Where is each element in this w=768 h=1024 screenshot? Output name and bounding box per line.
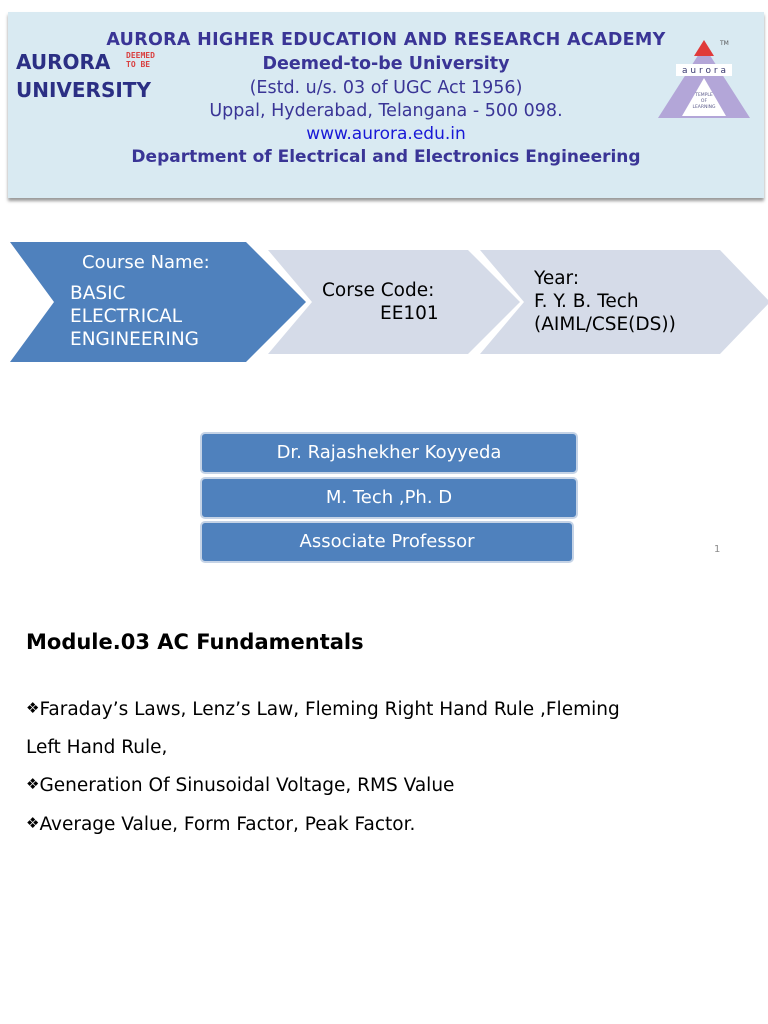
topic-item xyxy=(26,775,454,796)
university-status: Deemed-to-be University xyxy=(262,54,510,74)
logo-tagline-2: OF xyxy=(700,99,708,104)
diamond-bullet-icon: ❖ xyxy=(26,775,40,793)
diamond-bullet-icon: ❖ xyxy=(26,699,40,717)
deemed-badge xyxy=(126,51,155,69)
topic-text: Average Value, Form Factor, Peak Factor. xyxy=(39,814,416,835)
academy-name: AURORA HIGHER EDUCATION AND RESEARCH ACADEMY xyxy=(106,30,666,50)
course-code-label: Corse Code: xyxy=(322,280,435,301)
module-title: Module.03 AC Fundamentals xyxy=(26,630,364,654)
deemed-badge-line1: DEEMED xyxy=(126,51,155,60)
logo-word-university: UNIVERSITY xyxy=(16,78,151,102)
faculty-qualification-box: M. Tech ,Ph. D xyxy=(200,477,578,519)
faculty-name-box: Dr. Rajashekher Koyyeda xyxy=(200,432,578,474)
course-name-line3: ENGINEERING xyxy=(70,329,200,350)
logo-tm: TM xyxy=(720,40,729,47)
website-link[interactable]: www.aurora.edu.in xyxy=(306,124,466,144)
topic-item xyxy=(26,699,620,720)
topic-text: Generation Of Sinusoidal Voltage, RMS Value xyxy=(39,775,455,796)
topic-item-continuation xyxy=(26,737,167,758)
course-name-line1: BASIC xyxy=(70,283,126,304)
year-program: F. Y. B. Tech xyxy=(534,291,639,312)
logo-brand-text: a u r o r a xyxy=(682,66,726,76)
logo-word-aurora: AURORA xyxy=(16,50,111,74)
department-name: Department of Electrical and Electronics Engineering xyxy=(131,147,641,167)
establishment-note: (Estd. u/s. 03 of UGC Act 1956) xyxy=(249,78,523,98)
topic-text: Left Hand Rule, xyxy=(26,737,168,758)
aurora-temple-logo-icon xyxy=(654,38,754,124)
logo-tagline-1: TEMPLE xyxy=(695,93,713,98)
logo-tagline-3: LEARNING xyxy=(692,105,716,110)
topic-text: Faraday’s Laws, Lenz’s Law, Fleming Right Hand Rule ,Fleming xyxy=(39,699,620,720)
course-name-value xyxy=(70,282,199,351)
year-label: Year: xyxy=(534,268,580,289)
faculty-designation-box: Associate Professor xyxy=(200,521,574,563)
address: Uppal, Hyderabad, Telangana - 500 098. xyxy=(209,101,563,121)
course-name-chevron xyxy=(10,242,306,362)
deemed-badge-line2: TO BE xyxy=(126,60,151,69)
aurora-university-logo xyxy=(16,50,156,106)
page-number: 1 xyxy=(714,544,721,555)
year-chevron xyxy=(480,250,768,354)
course-name-label: Course Name: xyxy=(82,252,210,273)
diamond-bullet-icon: ❖ xyxy=(26,814,40,832)
course-name-line2: ELECTRICAL xyxy=(70,306,183,327)
course-code-value: EE101 xyxy=(380,303,439,324)
header-banner xyxy=(8,12,764,198)
topic-item xyxy=(26,814,415,835)
year-branch: (AIML/CSE(DS)) xyxy=(534,314,676,335)
